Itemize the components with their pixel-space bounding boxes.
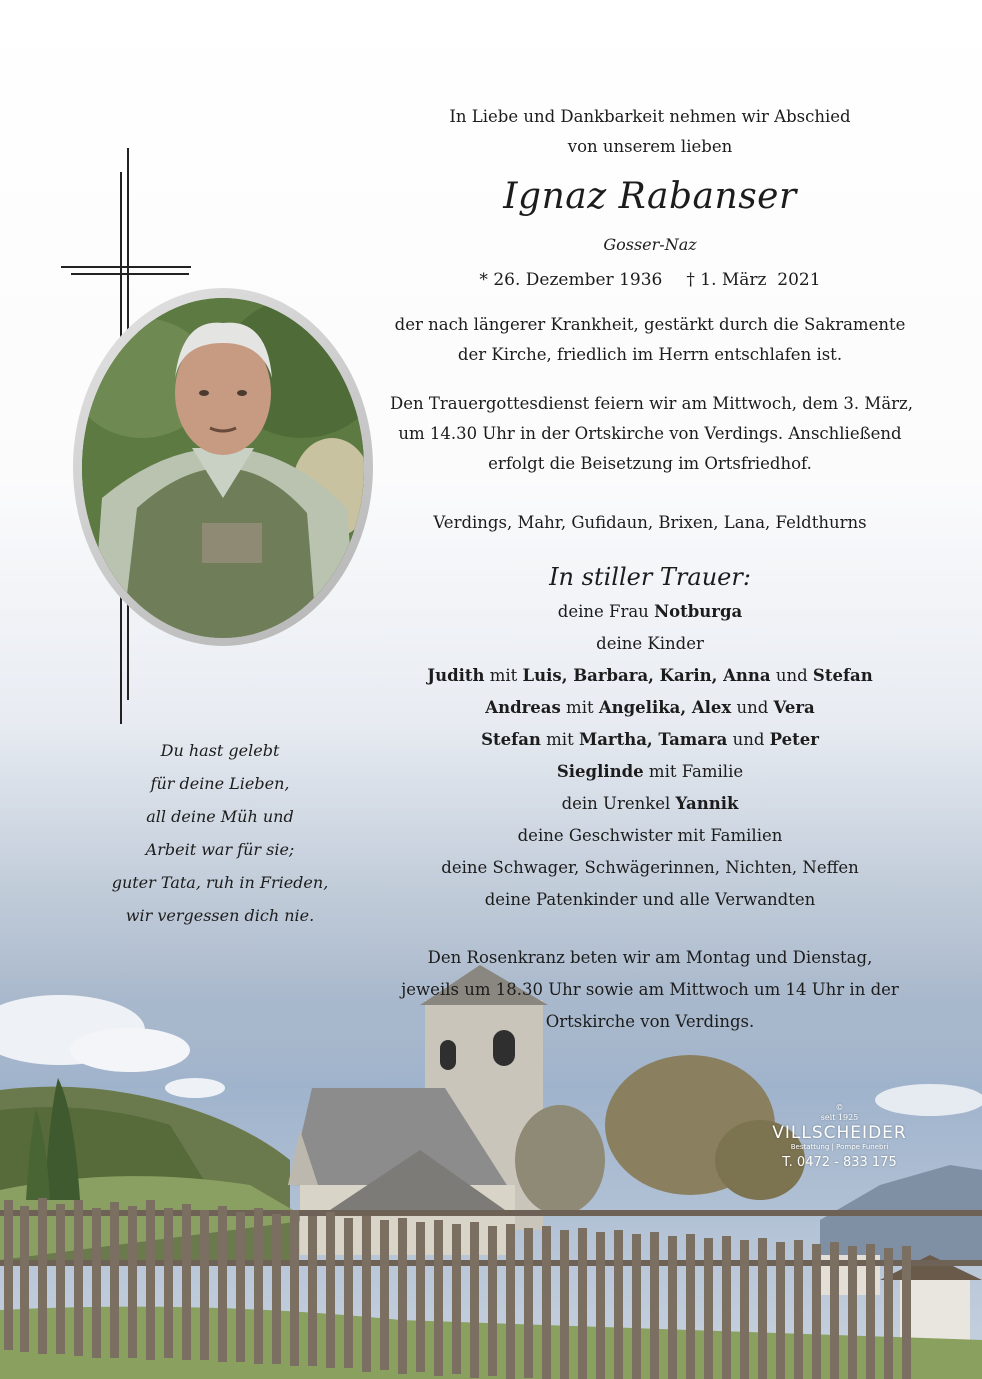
logo-subtitle: Bestattung | Pompe Funebri [790,1143,889,1151]
list-item: Judith mit Luis, Barbara, Karin, Anna und Stefan [427,666,873,685]
list-item: Andreas mit Angelika, Alex und Vera [485,698,815,717]
logo-copyright: © [835,1103,844,1112]
text-line: erfolgt die Beisetzung im Ortsfriedhof. [488,454,812,473]
poem-line: Du hast gelebt [160,741,280,760]
life-dates [390,265,910,295]
poem-line: für deine Lieben, [150,774,290,793]
mourners-list [390,596,910,916]
list-item: deine Kinder [596,634,704,653]
text-line: Den Trauergottesdienst feiern wir am Mittwoch, dem 3. März, [390,394,913,413]
portrait-photo [82,298,364,638]
text-line: jeweils um 18.30 Uhr sowie am Mittwoch um 14 Uhr in der [401,980,899,999]
list-item: Sieglinde mit Familie [556,762,744,781]
text-line: der nach längerer Krankheit, gestärkt durch die Sakramente [394,315,906,334]
text-line: der Kirche, friedlich im Herrn entschlafen ist. [457,345,843,364]
cross-line [71,273,189,275]
logo-brand: VILLSCHEIDER [772,1123,907,1143]
text-line: Ortskirche von Verdings. [545,1012,755,1031]
text-line: Den Rosenkranz beten wir am Montag und Dienstag, [427,948,873,967]
rosary-text [390,942,910,1038]
deceased-name: Ignaz Rabanser [503,176,797,217]
poem [100,734,340,932]
text-line: von unserem lieben [567,137,733,156]
list-item: deine Frau Notburga [557,602,743,621]
nickname: Gosser-Naz [603,235,697,254]
places-text: Verdings, Mahr, Gufidaun, Brixen, Lana, Feldthurns [433,513,867,532]
poem-line: all deine Müh und [146,807,294,826]
funeral-home-logo [752,1103,927,1172]
text-line: In Liebe und Dankbarkeit nehmen wir Abschied [449,107,851,126]
logo-phone: T. 0472 - 833 175 [782,1155,897,1170]
list-item: dein Urenkel Yannik [561,794,739,813]
intro-text [390,102,910,162]
death-date: † 1. März 2021 [686,270,821,290]
text-line: um 14.30 Uhr in der Ortskirche von Verdings. Anschließend [398,424,902,443]
birth-date: * 26. Dezember 1936 [479,270,663,290]
funeral-service-text [390,389,913,479]
mourning-heading: In stiller Trauer: [549,563,751,591]
cause-text [390,310,910,370]
list-item: deine Schwager, Schwägerinnen, Nichten, Neffen [441,858,859,877]
poem-line: wir vergessen dich nie. [125,906,315,925]
list-item: Stefan mit Martha, Tamara und Peter [481,730,819,749]
list-item: deine Patenkinder und alle Verwandten [484,890,816,909]
poem-line: Arbeit war für sie; [145,840,295,859]
poem-line: guter Tata, ruh in Frieden, [111,873,329,892]
logo-since: seit 1925 [820,1113,859,1122]
list-item: deine Geschwister mit Familien [517,826,783,845]
cross-line [61,266,191,268]
